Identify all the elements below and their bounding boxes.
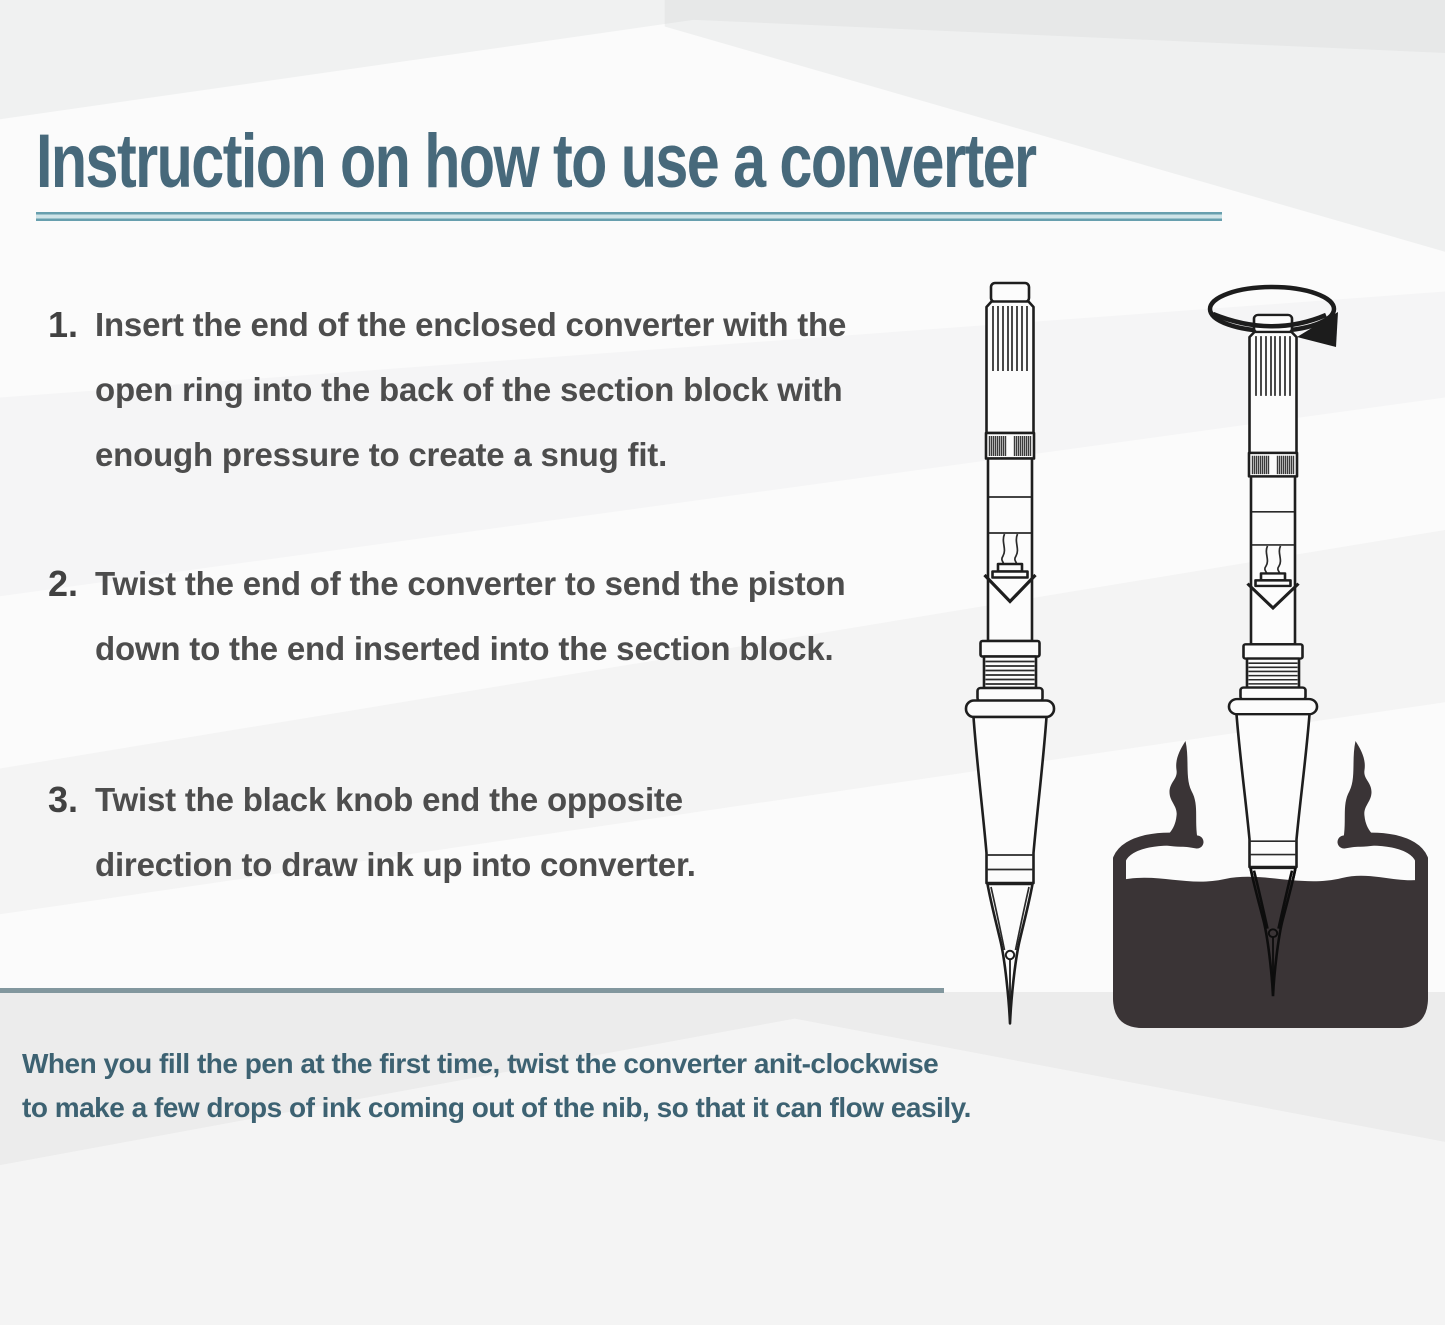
threads bbox=[984, 657, 1036, 689]
section-step bbox=[978, 688, 1043, 701]
nib-shoulder-lines bbox=[1254, 871, 1292, 929]
instruction-step-2 bbox=[48, 551, 988, 681]
footer-text-line: to make a few drops of ink coming out of the nib, so that it can flow easily. bbox=[22, 1092, 971, 1123]
footer-note bbox=[22, 1042, 1022, 1130]
instruction-step-3 bbox=[48, 767, 988, 897]
nib-breather-hole bbox=[1269, 929, 1277, 937]
instruction-step-1 bbox=[48, 292, 988, 487]
piston-direction-arrow bbox=[985, 575, 1036, 602]
pen-body bbox=[1229, 315, 1317, 996]
collar-ring bbox=[1244, 644, 1303, 658]
step-text-line: down to the end inserted into the section block. bbox=[95, 630, 834, 667]
converter-knob bbox=[991, 283, 1029, 302]
piston-plate bbox=[1256, 580, 1291, 586]
step-number: 1. bbox=[48, 304, 79, 345]
piston-rod bbox=[1265, 546, 1281, 574]
step-text-line: Twist the black knob end the opposite bbox=[95, 781, 683, 818]
converter-body bbox=[988, 459, 1032, 642]
knurl-lines bbox=[1256, 336, 1290, 396]
grip-section bbox=[1237, 714, 1310, 867]
ink-bottle bbox=[1113, 741, 1428, 1028]
nib-shoulder-lines bbox=[991, 887, 1029, 950]
converter-body-lines bbox=[1252, 512, 1294, 545]
nib-outline bbox=[1251, 868, 1296, 996]
step-number: 3. bbox=[48, 779, 79, 820]
step-text-line: open ring into the back of the section block with bbox=[95, 371, 843, 408]
section-flange bbox=[966, 701, 1054, 718]
converter-body bbox=[1251, 476, 1295, 644]
converter-barrel bbox=[1250, 332, 1297, 453]
grip-end-lines bbox=[987, 855, 1034, 870]
piston-plate bbox=[993, 572, 1028, 578]
nib-breather-hole bbox=[1006, 951, 1014, 959]
thread-lines bbox=[1249, 663, 1298, 684]
converter-knob bbox=[1254, 315, 1292, 332]
ink-splash-left bbox=[1157, 741, 1199, 847]
step-text-line: enough pressure to create a snug fit. bbox=[95, 436, 668, 473]
piston-seal bbox=[1261, 573, 1285, 580]
section-step bbox=[1241, 688, 1306, 700]
metal-ring bbox=[1249, 453, 1297, 476]
step-text-line: Twist the end of the converter to send the piston bbox=[95, 565, 846, 602]
piston-rod bbox=[1002, 534, 1018, 564]
ink-splash-right bbox=[1342, 741, 1384, 847]
page-title: Instruction on how to use a converter bbox=[36, 119, 1036, 204]
metal-ring bbox=[986, 433, 1034, 459]
piston-direction-arrow bbox=[1248, 584, 1299, 608]
step-text-line: direction to draw ink up into converter. bbox=[95, 846, 696, 883]
twist-rotation-arrowhead bbox=[1297, 312, 1338, 347]
fountain-pen-diagram-right bbox=[1113, 287, 1428, 1028]
knurl-lines bbox=[993, 306, 1027, 371]
ring-stripes bbox=[990, 436, 1031, 456]
submerged-nib bbox=[1251, 868, 1296, 996]
converter-barrel bbox=[987, 302, 1034, 434]
twist-rotation-arrow-front bbox=[1213, 314, 1326, 326]
collar-ring bbox=[981, 641, 1040, 657]
nib bbox=[1251, 868, 1296, 996]
thread-lines bbox=[986, 662, 1035, 685]
ring-stripes bbox=[1253, 456, 1294, 474]
grip-end-lines bbox=[1250, 841, 1297, 854]
footer-divider-line bbox=[0, 988, 944, 993]
section-flange bbox=[1229, 699, 1317, 714]
twist-rotation-arrow-ring bbox=[1210, 287, 1334, 331]
title-underline bbox=[36, 212, 1222, 221]
piston-seal bbox=[998, 564, 1022, 572]
step-number: 2. bbox=[48, 563, 79, 604]
step-text-line: Insert the end of the enclosed converter with the bbox=[95, 306, 847, 343]
converter-body-lines bbox=[989, 497, 1031, 533]
threads bbox=[1247, 659, 1299, 688]
footer-text-line: When you fill the pen at the first time, twist the converter anit-clockwise bbox=[22, 1048, 939, 1079]
